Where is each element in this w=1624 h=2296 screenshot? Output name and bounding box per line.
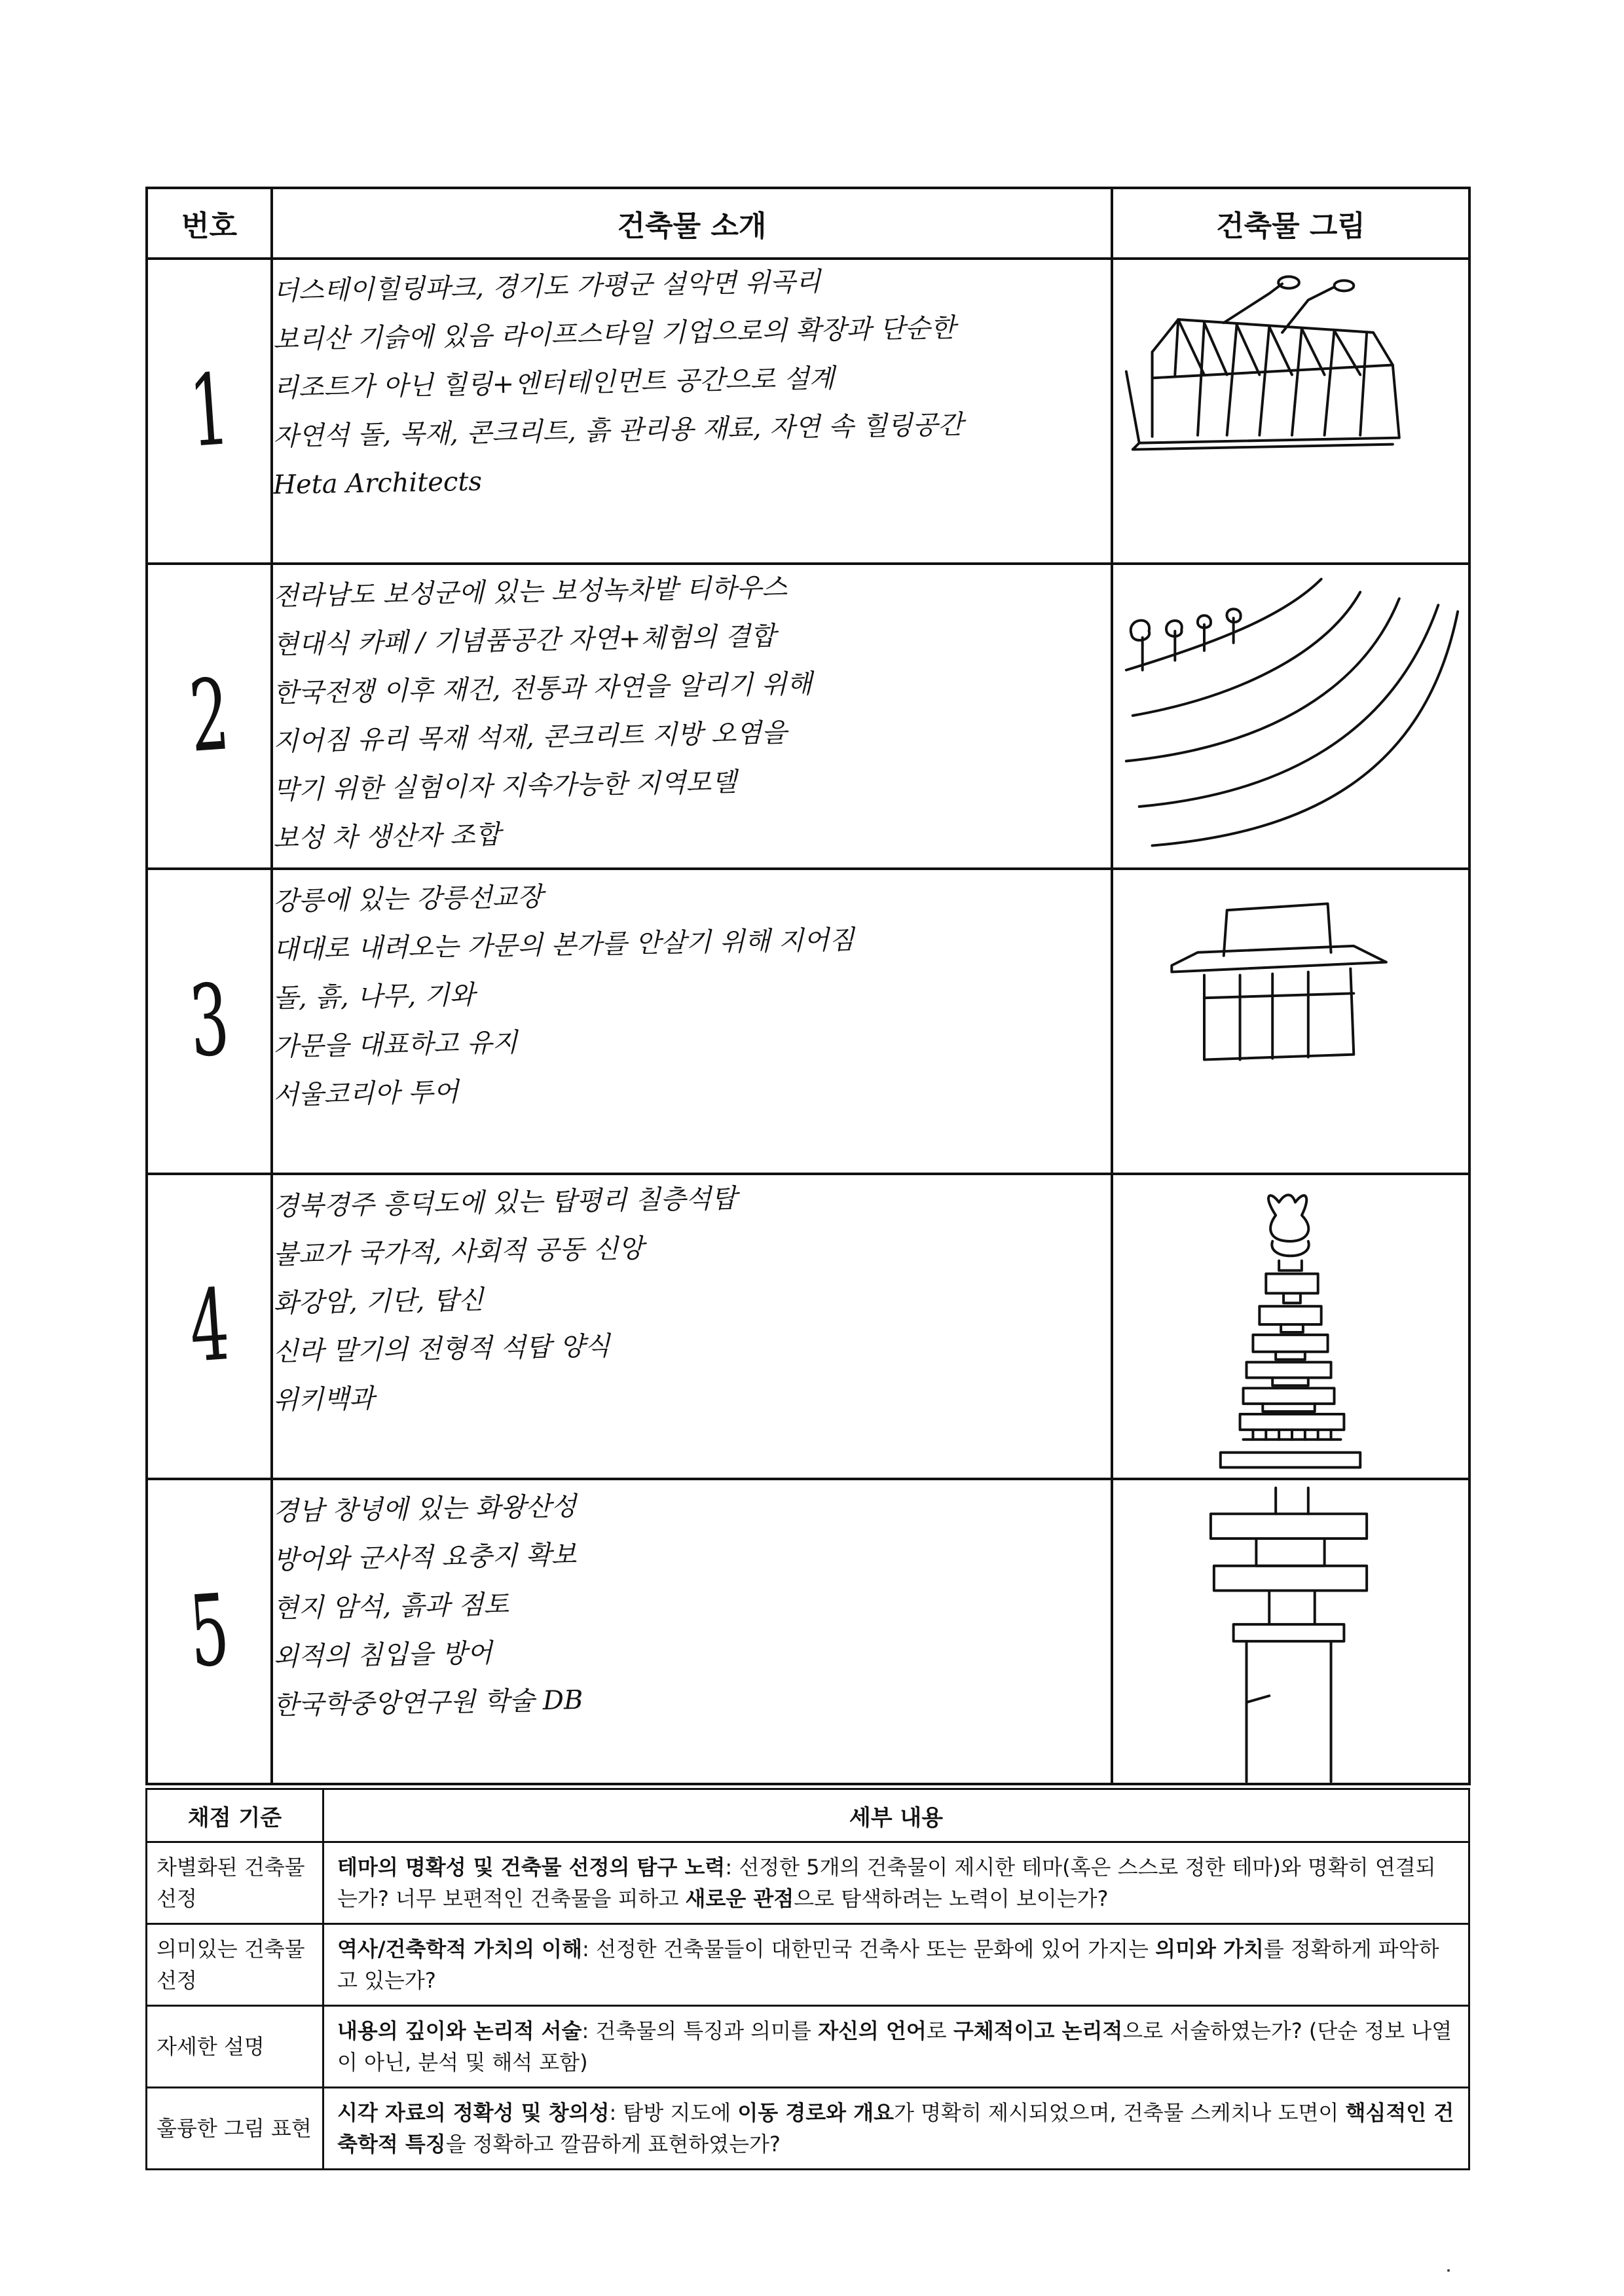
intro-line: 서울코리아 투어 <box>272 1077 459 1111</box>
building-drawing <box>1112 1174 1469 1479</box>
detail-text: 으로 탐색하려는 노력이 보이는가? <box>794 1886 1109 1911</box>
table-row <box>147 1479 1469 1784</box>
detail-emphasis: 구체적이고 논리적 <box>953 2018 1123 2043</box>
criteria-row <box>147 1842 1469 1924</box>
building-intro <box>272 564 1112 869</box>
intro-line: 경남 창녕에 있는 화왕산성 <box>272 1491 577 1527</box>
header-number: 번호 <box>147 188 272 259</box>
intro-line: 리조트가 아닌 힐링+엔터테인먼트 공간으로 설계 <box>272 363 835 404</box>
intro-line: 현지 암석, 흙과 점토 <box>272 1589 509 1624</box>
detail-emphasis: 역사/건축학적 가치의 이해 <box>337 1937 583 1961</box>
detail-text: : 탐방 지도에 <box>609 2100 738 2125</box>
detail-text: 로 <box>926 2018 953 2043</box>
row-number: 1 <box>185 353 233 469</box>
detail-text: 으로 서술하였는가? (단순 정보 나열이 아닌, 분석 및 해석 포함) <box>337 2018 1452 2075</box>
detail-text: 을 정확하고 깔끔하게 표현하였는가? <box>445 2132 781 2157</box>
intro-line: 보성 차 생산자 조합 <box>272 820 501 854</box>
criterion-name: 차별화된 건축물 선정 <box>147 1842 323 1924</box>
detail-text: : 선정한 건축물들이 대한민국 건축사 또는 문화에 있어 가지는 <box>582 1937 1156 1961</box>
detail-text: 를 정확하게 파악하고 있는가? <box>337 1937 1439 1993</box>
intro-line: 더스테이힐링파크, 경기도 가평군 설악면 위곡리 <box>272 266 821 307</box>
building-drawing <box>1112 1479 1469 1784</box>
intro-line: 지어짐 유리 목재 석재, 콘크리트 지방 오염을 <box>272 718 787 757</box>
fortress-tower-sketch-icon <box>1113 1480 1468 1783</box>
row-number: 4 <box>185 1268 233 1385</box>
intro-line: 막기 위한 실험이자 지속가능한 지역모델 <box>272 767 737 806</box>
intro-line: 한국전쟁 이후 재건, 전통과 자연을 알리기 위해 <box>272 668 813 709</box>
row-number: 5 <box>185 1573 233 1690</box>
building-intro <box>272 869 1112 1174</box>
criteria-header-row <box>147 1789 1469 1842</box>
detail-emphasis: 테마의 명확성 및 건축물 선정의 탐구 노력 <box>337 1855 726 1880</box>
header-drawing: 건축물 그림 <box>1112 188 1469 259</box>
intro-line: 돌, 흙, 나무, 기와 <box>272 979 475 1014</box>
detail-emphasis: 내용의 깊이와 논리적 서술 <box>337 2018 582 2043</box>
intro-line: 화강암, 기단, 탑신 <box>272 1285 484 1319</box>
intro-line: 자연석 돌, 목재, 콘크리트, 흙 관리용 재료, 자연 속 힐링공간 <box>272 409 964 452</box>
intro-line: Heta Architects <box>272 466 483 501</box>
row-number: 2 <box>185 658 233 774</box>
criterion-name: 자세한 설명 <box>147 2006 323 2088</box>
intro-line: 보리산 기슭에 있음 라이프스타일 기업으로의 확장과 단순한 <box>272 312 956 355</box>
intro-line: 가문을 대표하고 유지 <box>272 1027 518 1063</box>
criterion-name: 훌륭한 그림 표현 <box>147 2088 323 2170</box>
intro-line: 신라 말기의 전형적 석탑 양식 <box>272 1331 610 1368</box>
intro-line: 불교가 국가적, 사회적 공동 신앙 <box>272 1233 644 1271</box>
intro-line: 위키백과 <box>272 1383 375 1416</box>
hanok-house-sketch-icon <box>1113 870 1468 1173</box>
intro-line: 대대로 내려오는 가문의 본가를 안살기 위해 지어짐 <box>272 924 855 966</box>
criteria-row <box>147 2088 1469 2170</box>
building-intro <box>272 1174 1112 1479</box>
intro-line: 한국학중앙연구원 학술 DB <box>272 1685 583 1721</box>
criterion-detail <box>323 2006 1469 2088</box>
detail-emphasis: 이동 경로와 개요 <box>737 2100 895 2125</box>
greenhouse-building-sketch-icon <box>1113 260 1468 562</box>
criterion-name: 의미있는 건축물 선정 <box>147 1924 323 2006</box>
intro-line: 경북경주 흥덕도에 있는 탑평리 칠층석탑 <box>272 1183 737 1222</box>
detail-emphasis: 새로운 관점 <box>685 1886 794 1911</box>
criterion-detail <box>323 1842 1469 1924</box>
tea-field-terraces-sketch-icon <box>1113 565 1468 867</box>
table-row <box>147 869 1469 1174</box>
detail-text: : 선정한 5개의 건축물이 제시한 테마(혹은 스스로 정한 테마)와 명확히 연결되는가? 너무 보편적인 건축물을 피하고 <box>337 1855 1436 1911</box>
detail-text: 가 명확히 제시되었으며, 건축물 스케치나 도면이 <box>894 2100 1346 2125</box>
intro-line: 강릉에 있는 강릉선교장 <box>272 881 544 917</box>
building-intro <box>272 1479 1112 1784</box>
stone-pagoda-sketch-icon <box>1113 1175 1468 1478</box>
scan-dot <box>1447 2269 1450 2272</box>
table-row <box>147 1174 1469 1479</box>
header-detail: 세부 내용 <box>323 1789 1469 1842</box>
header-criterion: 채점 기준 <box>147 1789 323 1842</box>
row-number: 3 <box>185 963 233 1080</box>
detail-emphasis: 핵심적인 건축학적 특징 <box>337 2100 1454 2157</box>
criterion-detail <box>323 1924 1469 2006</box>
intro-line: 외적의 침입을 방어 <box>272 1638 493 1673</box>
criterion-detail <box>323 2088 1469 2170</box>
detail-emphasis: 의미와 가치 <box>1155 1937 1264 1961</box>
intro-line: 방어와 군사적 요충지 확보 <box>272 1540 577 1576</box>
criteria-row <box>147 2006 1469 2088</box>
intro-line: 현대식 카페 / 기념품공간 자연+체험의 결합 <box>272 621 776 661</box>
building-drawing <box>1112 259 1469 564</box>
criteria-row <box>147 1924 1469 2006</box>
building-intro <box>272 259 1112 564</box>
building-drawing <box>1112 564 1469 869</box>
detail-emphasis: 시각 자료의 정확성 및 창의성 <box>337 2100 610 2125</box>
intro-line: 전라남도 보성군에 있는 보성녹차밭 티하우스 <box>272 572 788 612</box>
architecture-table <box>145 187 1471 1785</box>
header-intro: 건축물 소개 <box>272 188 1112 259</box>
table-row <box>147 259 1469 564</box>
table-row <box>147 564 1469 869</box>
building-drawing <box>1112 869 1469 1174</box>
detail-emphasis: 자신의 언어 <box>818 2018 927 2043</box>
detail-text: : 건축물의 특징과 의미를 <box>581 2018 819 2043</box>
criteria-table <box>145 1788 1470 2170</box>
table-header-row <box>147 188 1469 259</box>
